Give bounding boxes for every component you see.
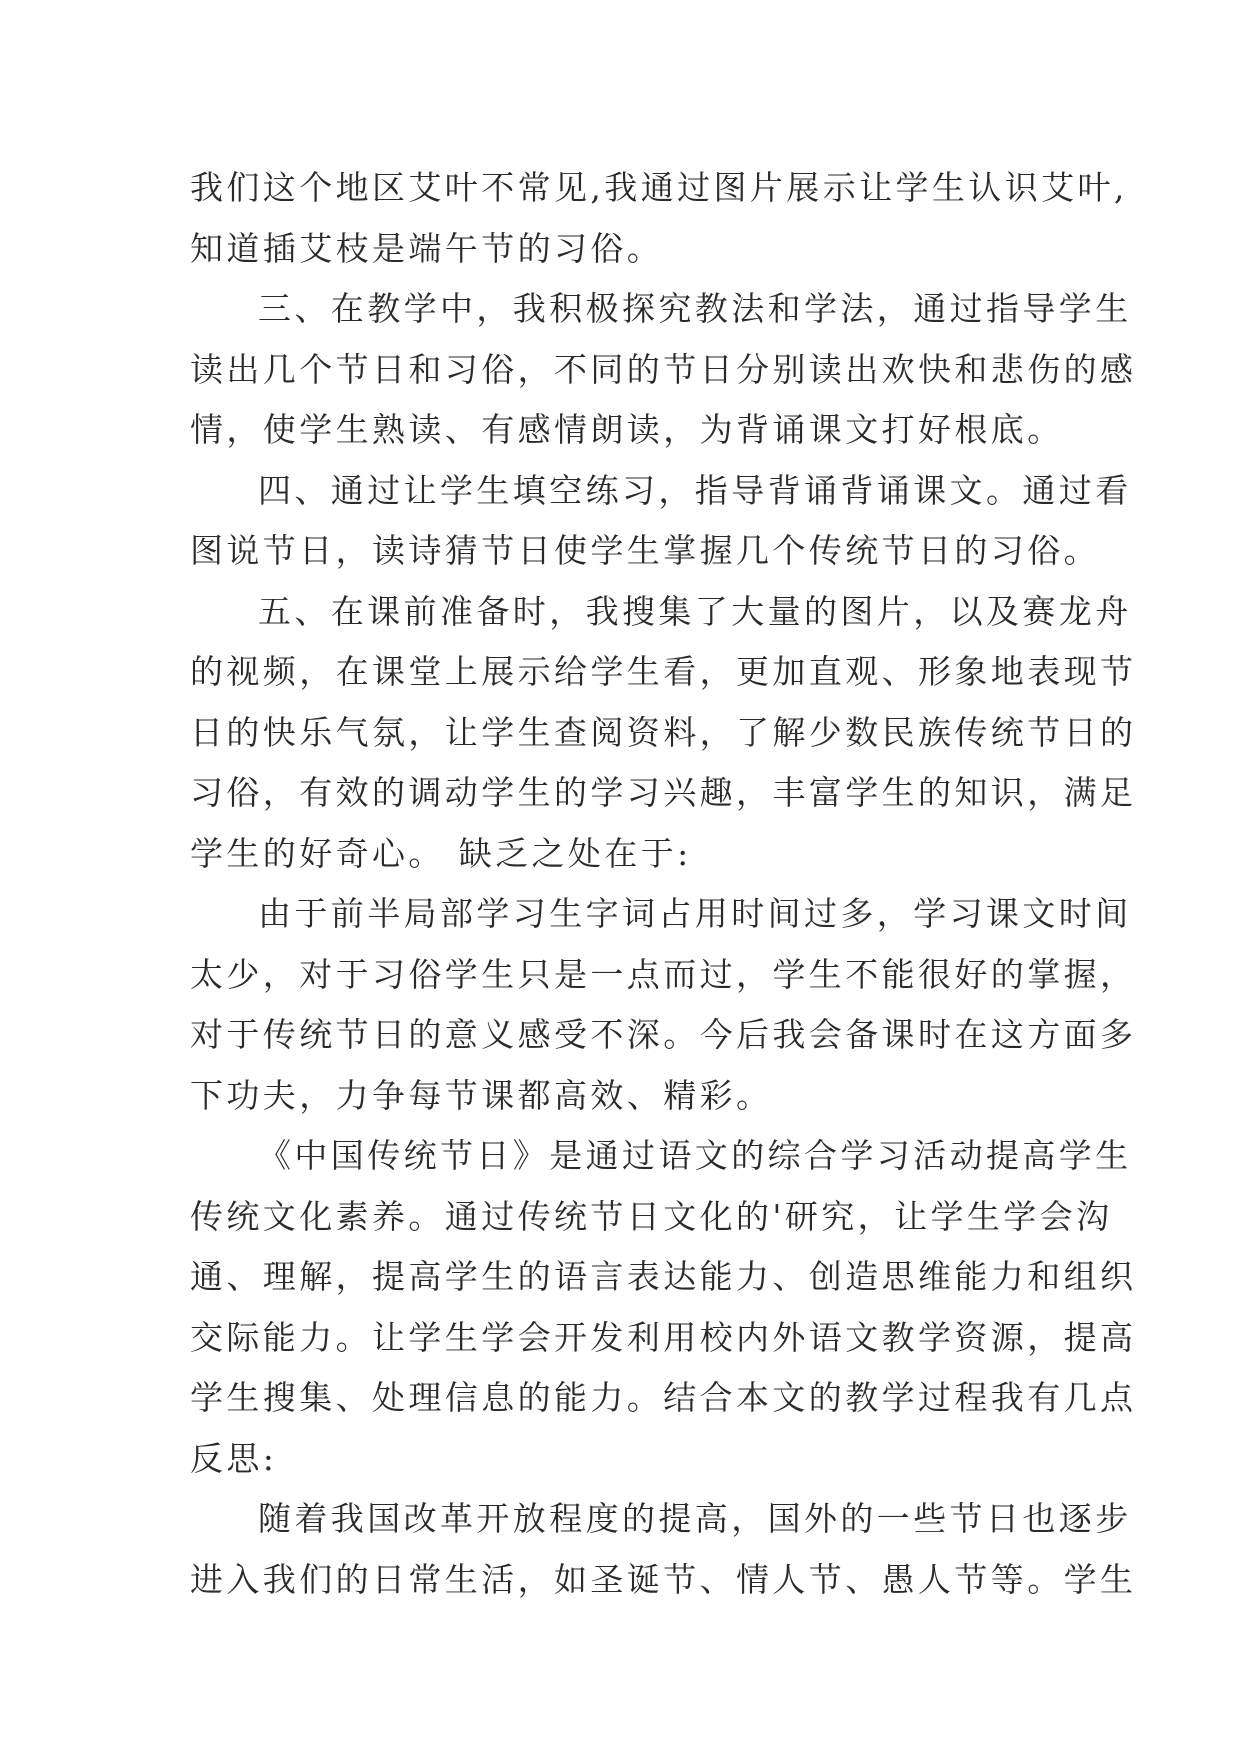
text-line: 反思: xyxy=(190,1438,278,1478)
text-line: 我们这个地区艾叶不常见,我通过图片展示让学生认识艾叶, xyxy=(190,168,1128,207)
paragraph-start-line: 由于前半局部学习生字词占用时间过多，学习课文时间 xyxy=(258,894,1132,933)
text-line: 太少，对于习俗学生只是一点而过，学生不能很好的掌握， xyxy=(190,954,1137,994)
paragraph-start-line: 四、通过让学生填空练习，指导背诵背诵课文。通过看 xyxy=(258,470,1132,510)
text-line: 的视频，在课堂上展示给学生看，更加直观、形象地表现节 xyxy=(190,652,1137,691)
text-line: 知道插艾枝是端午节的习俗。 xyxy=(190,228,664,268)
text-line: 对于传统节日的意义感受不深。今后我会备课时在这方面多 xyxy=(190,1015,1137,1054)
text-line: 日的快乐气氛，让学生查阅资料，了解少数民族传统节日的 xyxy=(190,712,1137,752)
paragraph-start-line: 五、在课前准备时，我搜集了大量的图片，以及赛龙舟 xyxy=(258,591,1132,631)
text-line: 学生搜集、处理信息的能力。结合本文的教学过程我有几点 xyxy=(190,1378,1137,1417)
text-line: 学生的好奇心。 缺乏之处在于: xyxy=(190,833,692,873)
text-line: 进入我们的日常生活，如圣诞节、情人节、愚人节等。学生 xyxy=(190,1559,1137,1599)
document-body xyxy=(190,158,1137,1610)
paragraph-start-line: 三、在教学中，我积极探究教法和学法，通过指导学生 xyxy=(258,289,1132,328)
text-line: 通、理解，提高学生的语言表达能力、创造思维能力和组织 xyxy=(190,1257,1137,1296)
text-line: 情，使学生熟读、有感情朗读，为背诵课文打好根底。 xyxy=(190,410,1064,449)
text-line: 习俗，有效的调动学生的学习兴趣，丰富学生的知识，满足 xyxy=(190,773,1137,812)
text-line: 传统文化素养。通过传统节日文化的'研究，让学生学会沟 xyxy=(190,1196,1113,1236)
text-line: 读出几个节日和习俗，不同的节日分别读出欢快和悲伤的感 xyxy=(190,349,1137,389)
text-line: 交际能力。让学生学会开发利用校内外语文教学资源，提高 xyxy=(190,1317,1137,1357)
text-line: 下功夫，力争每节课都高效、精彩。 xyxy=(190,1075,773,1115)
text-line: 图说节日，读诗猜节日使学生掌握几个传统节日的习俗。 xyxy=(190,531,1100,570)
paragraph-start-line: 随着我国改革开放程度的提高，国外的一些节日也逐步 xyxy=(258,1499,1132,1538)
paragraph-start-line: 《中国传统节日》是通过语文的综合学习活动提高学生 xyxy=(258,1136,1132,1175)
